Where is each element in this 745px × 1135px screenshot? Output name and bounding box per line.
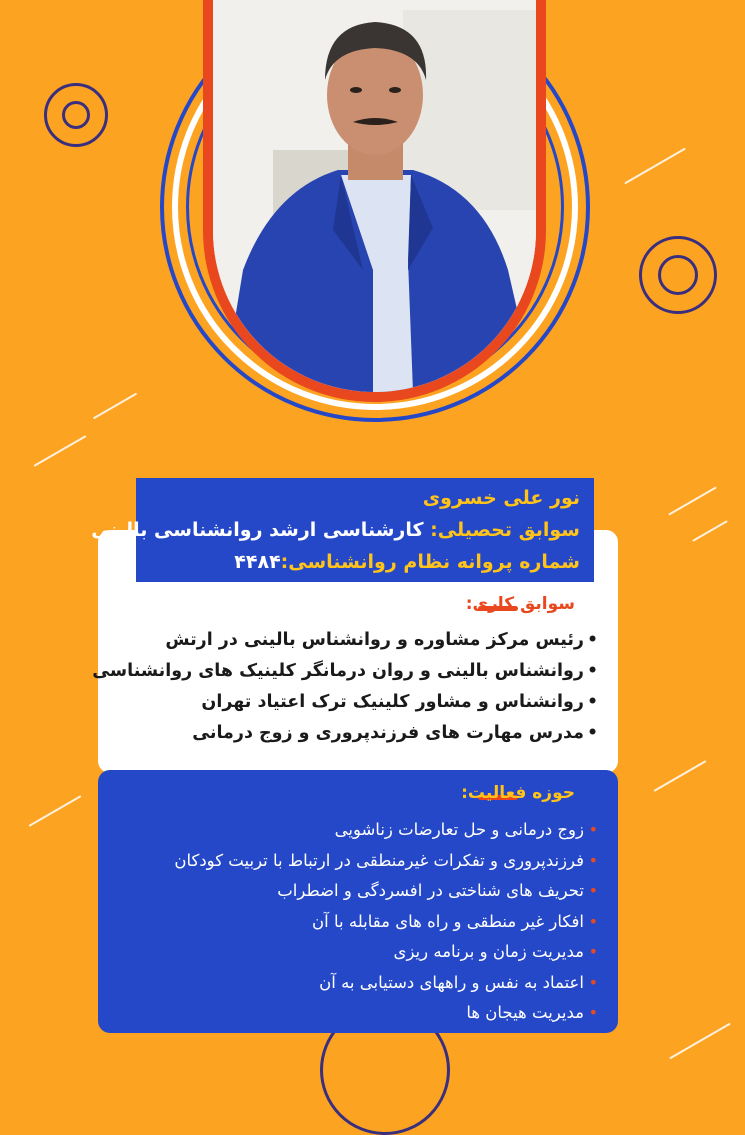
work-experience-title: سوابق کاری: bbox=[465, 594, 575, 614]
bullet-icon: • bbox=[587, 661, 598, 681]
license-line bbox=[146, 546, 580, 578]
decorative-line bbox=[34, 435, 87, 467]
bullet-icon: • bbox=[588, 911, 598, 931]
bullet-icon: • bbox=[588, 942, 598, 961]
education-label: سوابق تحصیلی: bbox=[430, 519, 580, 541]
portrait-frame bbox=[203, 0, 546, 402]
decorative-line bbox=[669, 1023, 731, 1060]
list-item: • روانشناس و مشاور کلینیک ترک اعتیاد تهران bbox=[118, 687, 598, 718]
list-item: • زوج درمانی و حل تعارضات زناشویی bbox=[118, 815, 598, 846]
decorative-line bbox=[29, 795, 82, 827]
bullet-icon: • bbox=[588, 881, 598, 900]
decorative-ring-right-inner bbox=[658, 255, 698, 295]
license-value: ۴۴۸۴ bbox=[234, 551, 281, 573]
decorative-ring-left-inner bbox=[62, 101, 90, 129]
list-item: • مدرس مهارت های فرزندپروری و زوج درمانی bbox=[118, 718, 598, 749]
list-item: • اعتماد به نفس و راههای دستیابی به آن bbox=[118, 968, 598, 999]
work-experience-list bbox=[92, 625, 598, 749]
activities-list bbox=[118, 815, 598, 1029]
doctor-name-text: نور علی خسروی bbox=[422, 487, 580, 509]
list-item: • مدیریت زمان و برنامه ریزی bbox=[118, 937, 598, 968]
list-item: • تحریف های شناختی در افسردگی و اضطراب bbox=[118, 876, 598, 907]
education-line bbox=[91, 514, 580, 546]
activities-title: حوزه فعالیت: bbox=[461, 783, 575, 803]
portrait-illustration bbox=[213, 0, 536, 392]
list-item: • روانشناس بالینی و روان درمانگر کلینیک های روانشناسی bbox=[118, 656, 598, 687]
bullet-icon: • bbox=[587, 723, 598, 743]
bullet-icon: • bbox=[588, 972, 598, 992]
decorative-line bbox=[692, 520, 728, 542]
bullet-icon: • bbox=[588, 1003, 598, 1022]
decorative-line bbox=[624, 148, 686, 185]
profile-header bbox=[91, 478, 594, 582]
list-item: • مدیریت هیجان ها bbox=[118, 998, 598, 1029]
decorative-line bbox=[654, 760, 707, 792]
bullet-icon: • bbox=[587, 692, 598, 712]
bullet-icon: • bbox=[587, 630, 598, 650]
decorative-line bbox=[93, 393, 137, 420]
doctor-name bbox=[146, 482, 580, 514]
bullet-icon: • bbox=[588, 820, 598, 839]
portrait-photo bbox=[213, 0, 536, 392]
license-label: شماره پروانه نظام روانشناسی: bbox=[280, 551, 580, 573]
education-value: کارشناسی ارشد روانشناسی بالینی bbox=[91, 519, 431, 541]
list-item: • فرزندپروری و تفکرات غیرمنطقی در ارتباط با تربیت کودکان bbox=[118, 846, 598, 877]
decorative-line bbox=[668, 486, 717, 515]
bullet-icon: • bbox=[588, 850, 598, 870]
list-item: • افکار غیر منطقی و راه های مقابله با آن bbox=[118, 907, 598, 938]
list-item: • رئیس مرکز مشاوره و روانشناس بالینی در ارتش bbox=[118, 625, 598, 656]
